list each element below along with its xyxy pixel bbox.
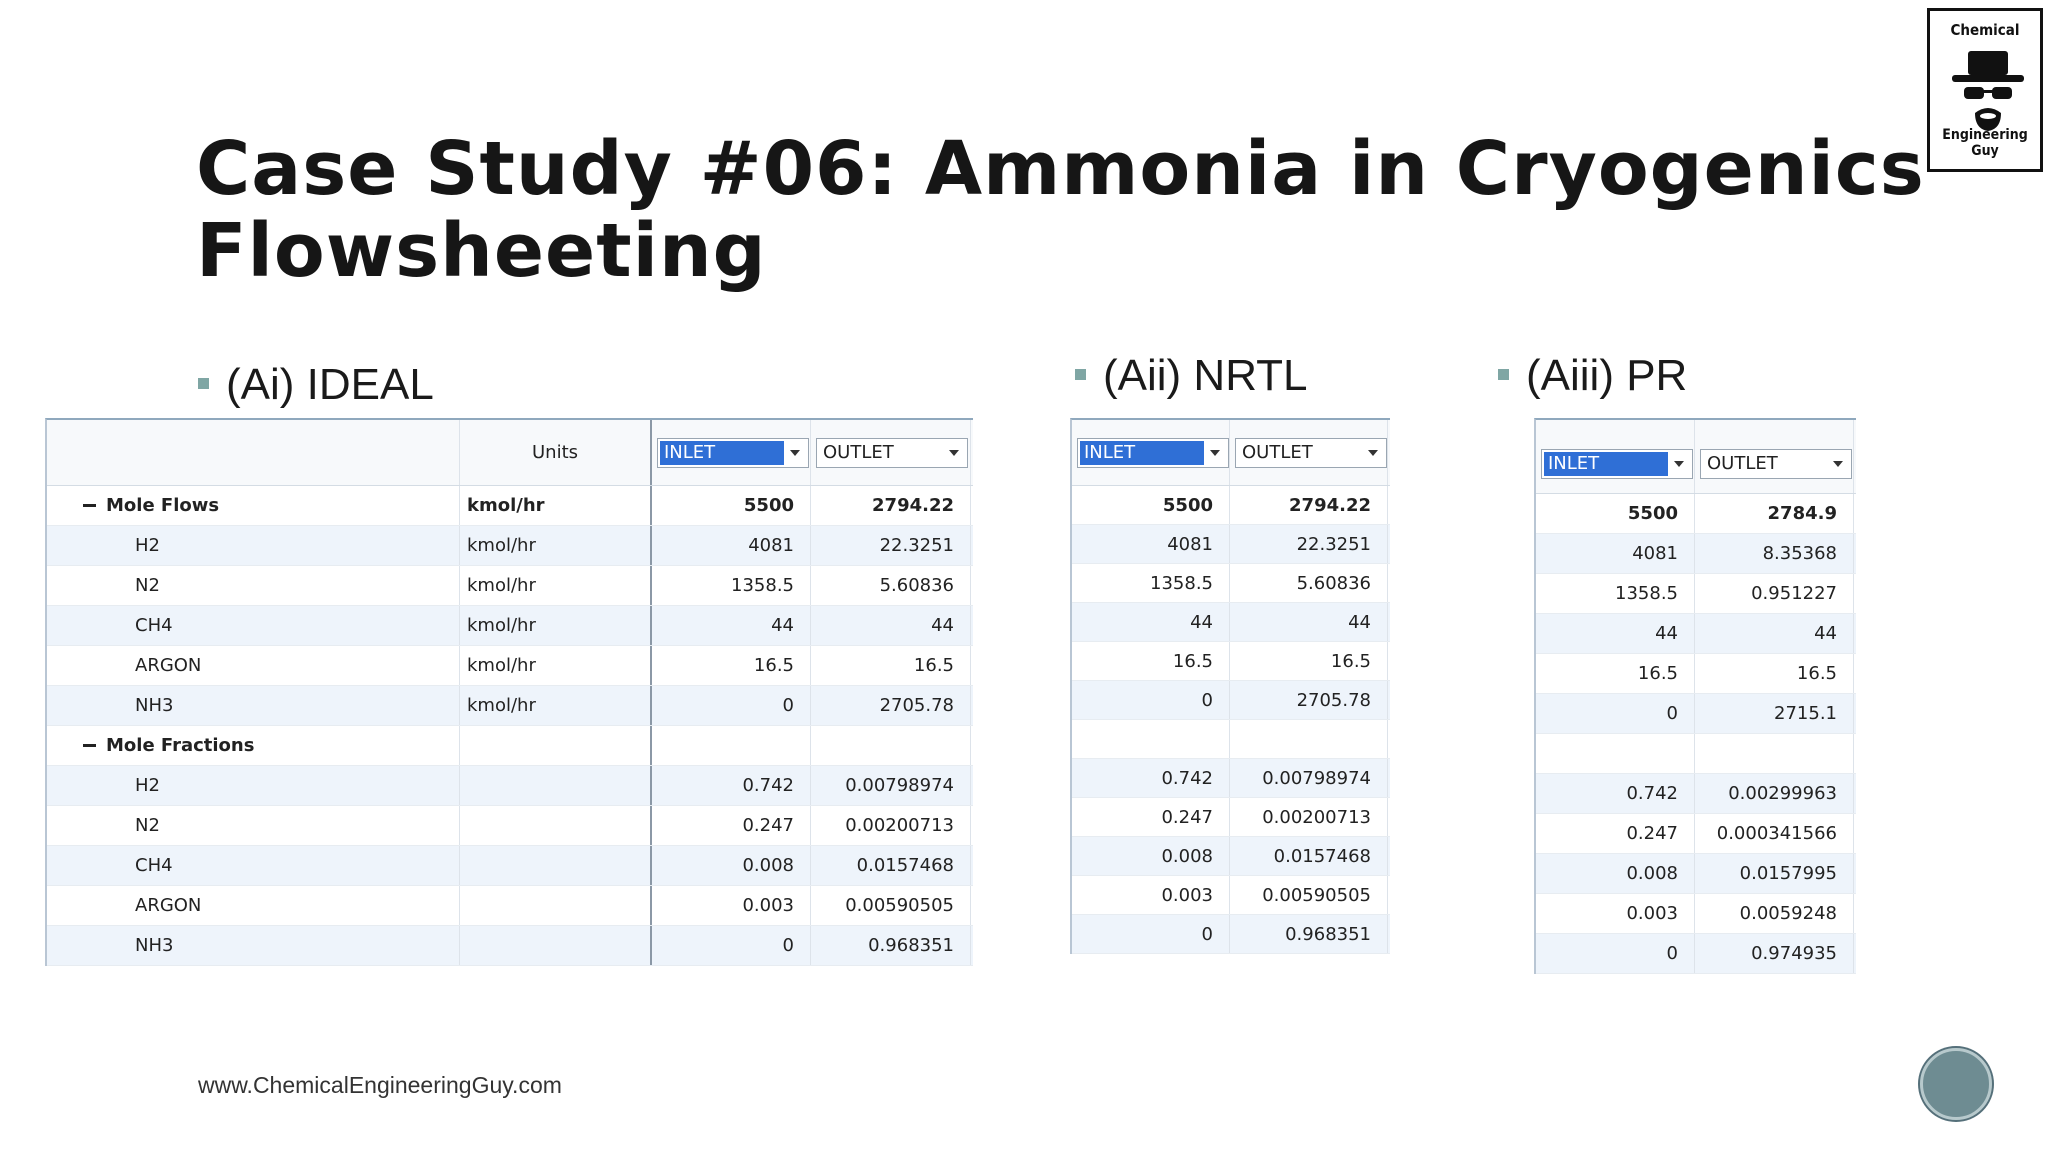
unit-cell xyxy=(460,806,652,845)
row-label-text: Mole Fractions xyxy=(106,735,255,756)
table-header-row xyxy=(1536,420,1856,494)
inlet-value: 44 xyxy=(1536,614,1695,653)
outlet-value: 2794.22 xyxy=(811,486,971,525)
row-label-text: Mole Flows xyxy=(106,495,220,516)
table-row xyxy=(1536,774,1856,814)
inlet-dropdown-value: INLET xyxy=(1080,441,1204,465)
table-row xyxy=(1536,734,1856,774)
inlet-value: 5500 xyxy=(1536,494,1695,533)
table-row xyxy=(47,846,973,886)
inlet-value: 1358.5 xyxy=(652,566,811,605)
ideal-results-table xyxy=(45,418,973,966)
inlet-stream-cell xyxy=(1072,420,1230,485)
inlet-value xyxy=(652,726,811,765)
inlet-stream-dropdown[interactable] xyxy=(1541,449,1693,479)
outlet-value: 0.00590505 xyxy=(811,886,971,925)
row-label-text: ARGON xyxy=(135,655,202,676)
outlet-value: 0.000341566 xyxy=(1695,814,1854,853)
group-row xyxy=(47,726,973,766)
outlet-value: 2715.1 xyxy=(1695,694,1854,733)
chevron-down-icon xyxy=(1368,450,1378,456)
outlet-stream-dropdown[interactable] xyxy=(816,438,968,468)
inlet-dropdown-value: INLET xyxy=(1544,452,1668,476)
inlet-stream-cell xyxy=(652,420,811,485)
inlet-value: 0.742 xyxy=(652,766,811,805)
outlet-value: 0.00798974 xyxy=(1230,759,1388,797)
inlet-value: 0 xyxy=(1072,915,1230,953)
inlet-value: 0.247 xyxy=(652,806,811,845)
unit-cell xyxy=(460,926,652,965)
bullet-icon xyxy=(1498,369,1509,380)
inlet-dropdown-value: INLET xyxy=(660,441,784,465)
outlet-value xyxy=(1230,720,1388,758)
unit-cell xyxy=(460,886,652,925)
inlet-value: 0.008 xyxy=(1536,854,1695,893)
table-row xyxy=(1536,934,1856,974)
section-label-pr xyxy=(1498,351,1687,401)
inlet-value: 0.742 xyxy=(1536,774,1695,813)
outlet-stream-cell xyxy=(1695,420,1854,493)
bullet-icon xyxy=(1075,369,1086,380)
logo-bottom-text: Engineering Guy xyxy=(1942,127,2028,159)
outlet-dropdown-value: OUTLET xyxy=(823,441,894,463)
section-label-pr-text: (Aiii) PR xyxy=(1526,351,1688,400)
inlet-value: 5500 xyxy=(652,486,811,525)
unit-cell xyxy=(460,766,652,805)
table-row xyxy=(1072,915,1390,954)
bullet-icon xyxy=(198,378,209,389)
slide-nav-button[interactable] xyxy=(1920,1048,1992,1120)
inlet-value: 0 xyxy=(652,686,811,725)
table-row xyxy=(1536,694,1856,734)
outlet-value: 16.5 xyxy=(1230,642,1388,680)
unit-cell: kmol/hr xyxy=(460,566,652,605)
table-row xyxy=(1072,759,1390,798)
table-row xyxy=(1536,574,1856,614)
inlet-value: 4081 xyxy=(1072,525,1230,563)
outlet-value: 2705.78 xyxy=(1230,681,1388,719)
hat-glasses-beard-icon xyxy=(1948,49,2028,139)
table-header-row xyxy=(1072,420,1390,486)
inlet-value: 0.003 xyxy=(1072,876,1230,914)
component-name xyxy=(47,606,460,645)
table-row xyxy=(1072,681,1390,720)
inlet-value: 1358.5 xyxy=(1072,564,1230,602)
table-row xyxy=(1072,642,1390,681)
table-header-row xyxy=(47,420,973,486)
table-row xyxy=(47,766,973,806)
table-row xyxy=(1536,534,1856,574)
table-row xyxy=(1072,720,1390,759)
chevron-down-icon xyxy=(1833,461,1843,467)
chevron-down-icon xyxy=(1674,461,1684,467)
outlet-value xyxy=(1695,734,1854,773)
group-label[interactable] xyxy=(47,486,460,525)
table-row xyxy=(1072,798,1390,837)
inlet-value: 44 xyxy=(652,606,811,645)
unit-cell: kmol/hr xyxy=(460,646,652,685)
inlet-value: 0.247 xyxy=(1536,814,1695,853)
inlet-value: 44 xyxy=(1072,603,1230,641)
outlet-value: 44 xyxy=(811,606,971,645)
inlet-stream-dropdown[interactable] xyxy=(1077,438,1229,468)
outlet-value: 0.00798974 xyxy=(811,766,971,805)
outlet-stream-dropdown[interactable] xyxy=(1235,438,1387,468)
table-row xyxy=(1072,525,1390,564)
outlet-value: 0.974935 xyxy=(1695,934,1854,973)
collapse-minus-icon[interactable] xyxy=(83,744,96,747)
inlet-value: 0 xyxy=(1536,934,1695,973)
outlet-value: 2705.78 xyxy=(811,686,971,725)
component-name xyxy=(47,566,460,605)
outlet-value: 0.951227 xyxy=(1695,574,1854,613)
outlet-value xyxy=(811,726,971,765)
row-label-text: CH4 xyxy=(135,855,173,876)
inlet-value: 1358.5 xyxy=(1536,574,1695,613)
outlet-value: 2794.22 xyxy=(1230,486,1388,524)
outlet-value: 8.35368 xyxy=(1695,534,1854,573)
component-name xyxy=(47,646,460,685)
outlet-value: 2784.9 xyxy=(1695,494,1854,533)
outlet-value: 0.968351 xyxy=(811,926,971,965)
slide-title xyxy=(196,126,1925,294)
chevron-down-icon xyxy=(949,450,959,456)
component-name xyxy=(47,766,460,805)
table-row xyxy=(1072,837,1390,876)
slide-title-line-2: Flowsheeting xyxy=(196,208,767,294)
outlet-value: 5.60836 xyxy=(1230,564,1388,602)
outlet-value: 0.0059248 xyxy=(1695,894,1854,933)
outlet-value: 5.60836 xyxy=(811,566,971,605)
table-row xyxy=(1536,894,1856,934)
table-row xyxy=(1072,564,1390,603)
table-row xyxy=(47,526,973,566)
unit-cell: kmol/hr xyxy=(460,606,652,645)
inlet-value: 0 xyxy=(1536,694,1695,733)
inlet-value: 0.742 xyxy=(1072,759,1230,797)
group-label[interactable] xyxy=(47,726,460,765)
group-row xyxy=(47,486,973,526)
component-name xyxy=(47,886,460,925)
footer-url: www.ChemicalEngineeringGuy.com xyxy=(198,1072,562,1098)
outlet-stream-dropdown[interactable] xyxy=(1700,449,1852,479)
pr-results-table xyxy=(1534,418,1856,974)
table-row xyxy=(1536,854,1856,894)
nrtl-results-table xyxy=(1070,418,1390,954)
outlet-value: 0.00200713 xyxy=(1230,798,1388,836)
outlet-value: 22.3251 xyxy=(1230,525,1388,563)
table-row xyxy=(1536,654,1856,694)
table-row xyxy=(1072,603,1390,642)
table-row xyxy=(1072,486,1390,525)
section-label-ideal-text: (Ai) IDEAL xyxy=(226,360,434,409)
chevron-down-icon xyxy=(790,450,800,456)
row-label-text: H2 xyxy=(135,535,160,556)
inlet-value: 0.008 xyxy=(652,846,811,885)
table-row xyxy=(47,566,973,606)
component-name xyxy=(47,846,460,885)
inlet-value: 0.003 xyxy=(1536,894,1695,933)
logo-top-text: Chemical xyxy=(1950,21,2020,39)
row-label-text: NH3 xyxy=(135,695,174,716)
inlet-value: 16.5 xyxy=(1536,654,1695,693)
inlet-value: 0.003 xyxy=(652,886,811,925)
component-name xyxy=(47,806,460,845)
table-row xyxy=(47,686,973,726)
collapse-minus-icon[interactable] xyxy=(83,504,96,507)
inlet-stream-cell xyxy=(1536,420,1695,493)
component-name xyxy=(47,926,460,965)
inlet-value: 0 xyxy=(1072,681,1230,719)
table-row xyxy=(47,806,973,846)
row-label-text: H2 xyxy=(135,775,160,796)
inlet-value: 16.5 xyxy=(1072,642,1230,680)
section-label-nrtl-text: (Aii) NRTL xyxy=(1103,351,1308,400)
outlet-value: 44 xyxy=(1230,603,1388,641)
inlet-value: 0.008 xyxy=(1072,837,1230,875)
unit-cell: kmol/hr xyxy=(460,686,652,725)
outlet-value: 0.00590505 xyxy=(1230,876,1388,914)
inlet-value: 4081 xyxy=(1536,534,1695,573)
outlet-value: 16.5 xyxy=(1695,654,1854,693)
outlet-dropdown-value: OUTLET xyxy=(1242,441,1313,463)
row-label-text: N2 xyxy=(135,815,160,836)
table-row xyxy=(1536,494,1856,534)
table-row xyxy=(1072,876,1390,915)
unit-cell xyxy=(460,846,652,885)
inlet-stream-dropdown[interactable] xyxy=(657,438,809,468)
table-row xyxy=(1536,614,1856,654)
outlet-stream-cell xyxy=(811,420,971,485)
unit-cell: kmol/hr xyxy=(460,486,652,525)
inlet-value: 4081 xyxy=(652,526,811,565)
inlet-value xyxy=(1072,720,1230,758)
header-name-cell xyxy=(47,420,460,485)
outlet-stream-cell xyxy=(1230,420,1388,485)
inlet-value: 0 xyxy=(652,926,811,965)
unit-cell: kmol/hr xyxy=(460,526,652,565)
outlet-value: 0.0157468 xyxy=(1230,837,1388,875)
chevron-down-icon xyxy=(1210,450,1220,456)
table-row xyxy=(47,646,973,686)
outlet-value: 0.0157468 xyxy=(811,846,971,885)
component-name xyxy=(47,526,460,565)
outlet-dropdown-value: OUTLET xyxy=(1707,452,1778,474)
row-label-text: ARGON xyxy=(135,895,202,916)
outlet-value: 0.00299963 xyxy=(1695,774,1854,813)
inlet-value xyxy=(1536,734,1695,773)
inlet-value: 16.5 xyxy=(652,646,811,685)
units-header: Units xyxy=(460,420,652,485)
outlet-value: 0.968351 xyxy=(1230,915,1388,953)
table-row xyxy=(47,886,973,926)
inlet-value: 0.247 xyxy=(1072,798,1230,836)
section-label-nrtl xyxy=(1075,351,1308,401)
brand-logo xyxy=(1927,8,2043,172)
inlet-value: 5500 xyxy=(1072,486,1230,524)
section-label-ideal xyxy=(198,360,434,410)
row-label-text: CH4 xyxy=(135,615,173,636)
outlet-value: 44 xyxy=(1695,614,1854,653)
outlet-value: 0.0157995 xyxy=(1695,854,1854,893)
table-row xyxy=(47,926,973,966)
row-label-text: N2 xyxy=(135,575,160,596)
outlet-value: 22.3251 xyxy=(811,526,971,565)
slide-title-line-1: Case Study #06: Ammonia in Cryogenics xyxy=(196,126,1925,212)
component-name xyxy=(47,686,460,725)
table-row xyxy=(47,606,973,646)
unit-cell xyxy=(460,726,652,765)
outlet-value: 0.00200713 xyxy=(811,806,971,845)
table-row xyxy=(1536,814,1856,854)
outlet-value: 16.5 xyxy=(811,646,971,685)
row-label-text: NH3 xyxy=(135,935,174,956)
